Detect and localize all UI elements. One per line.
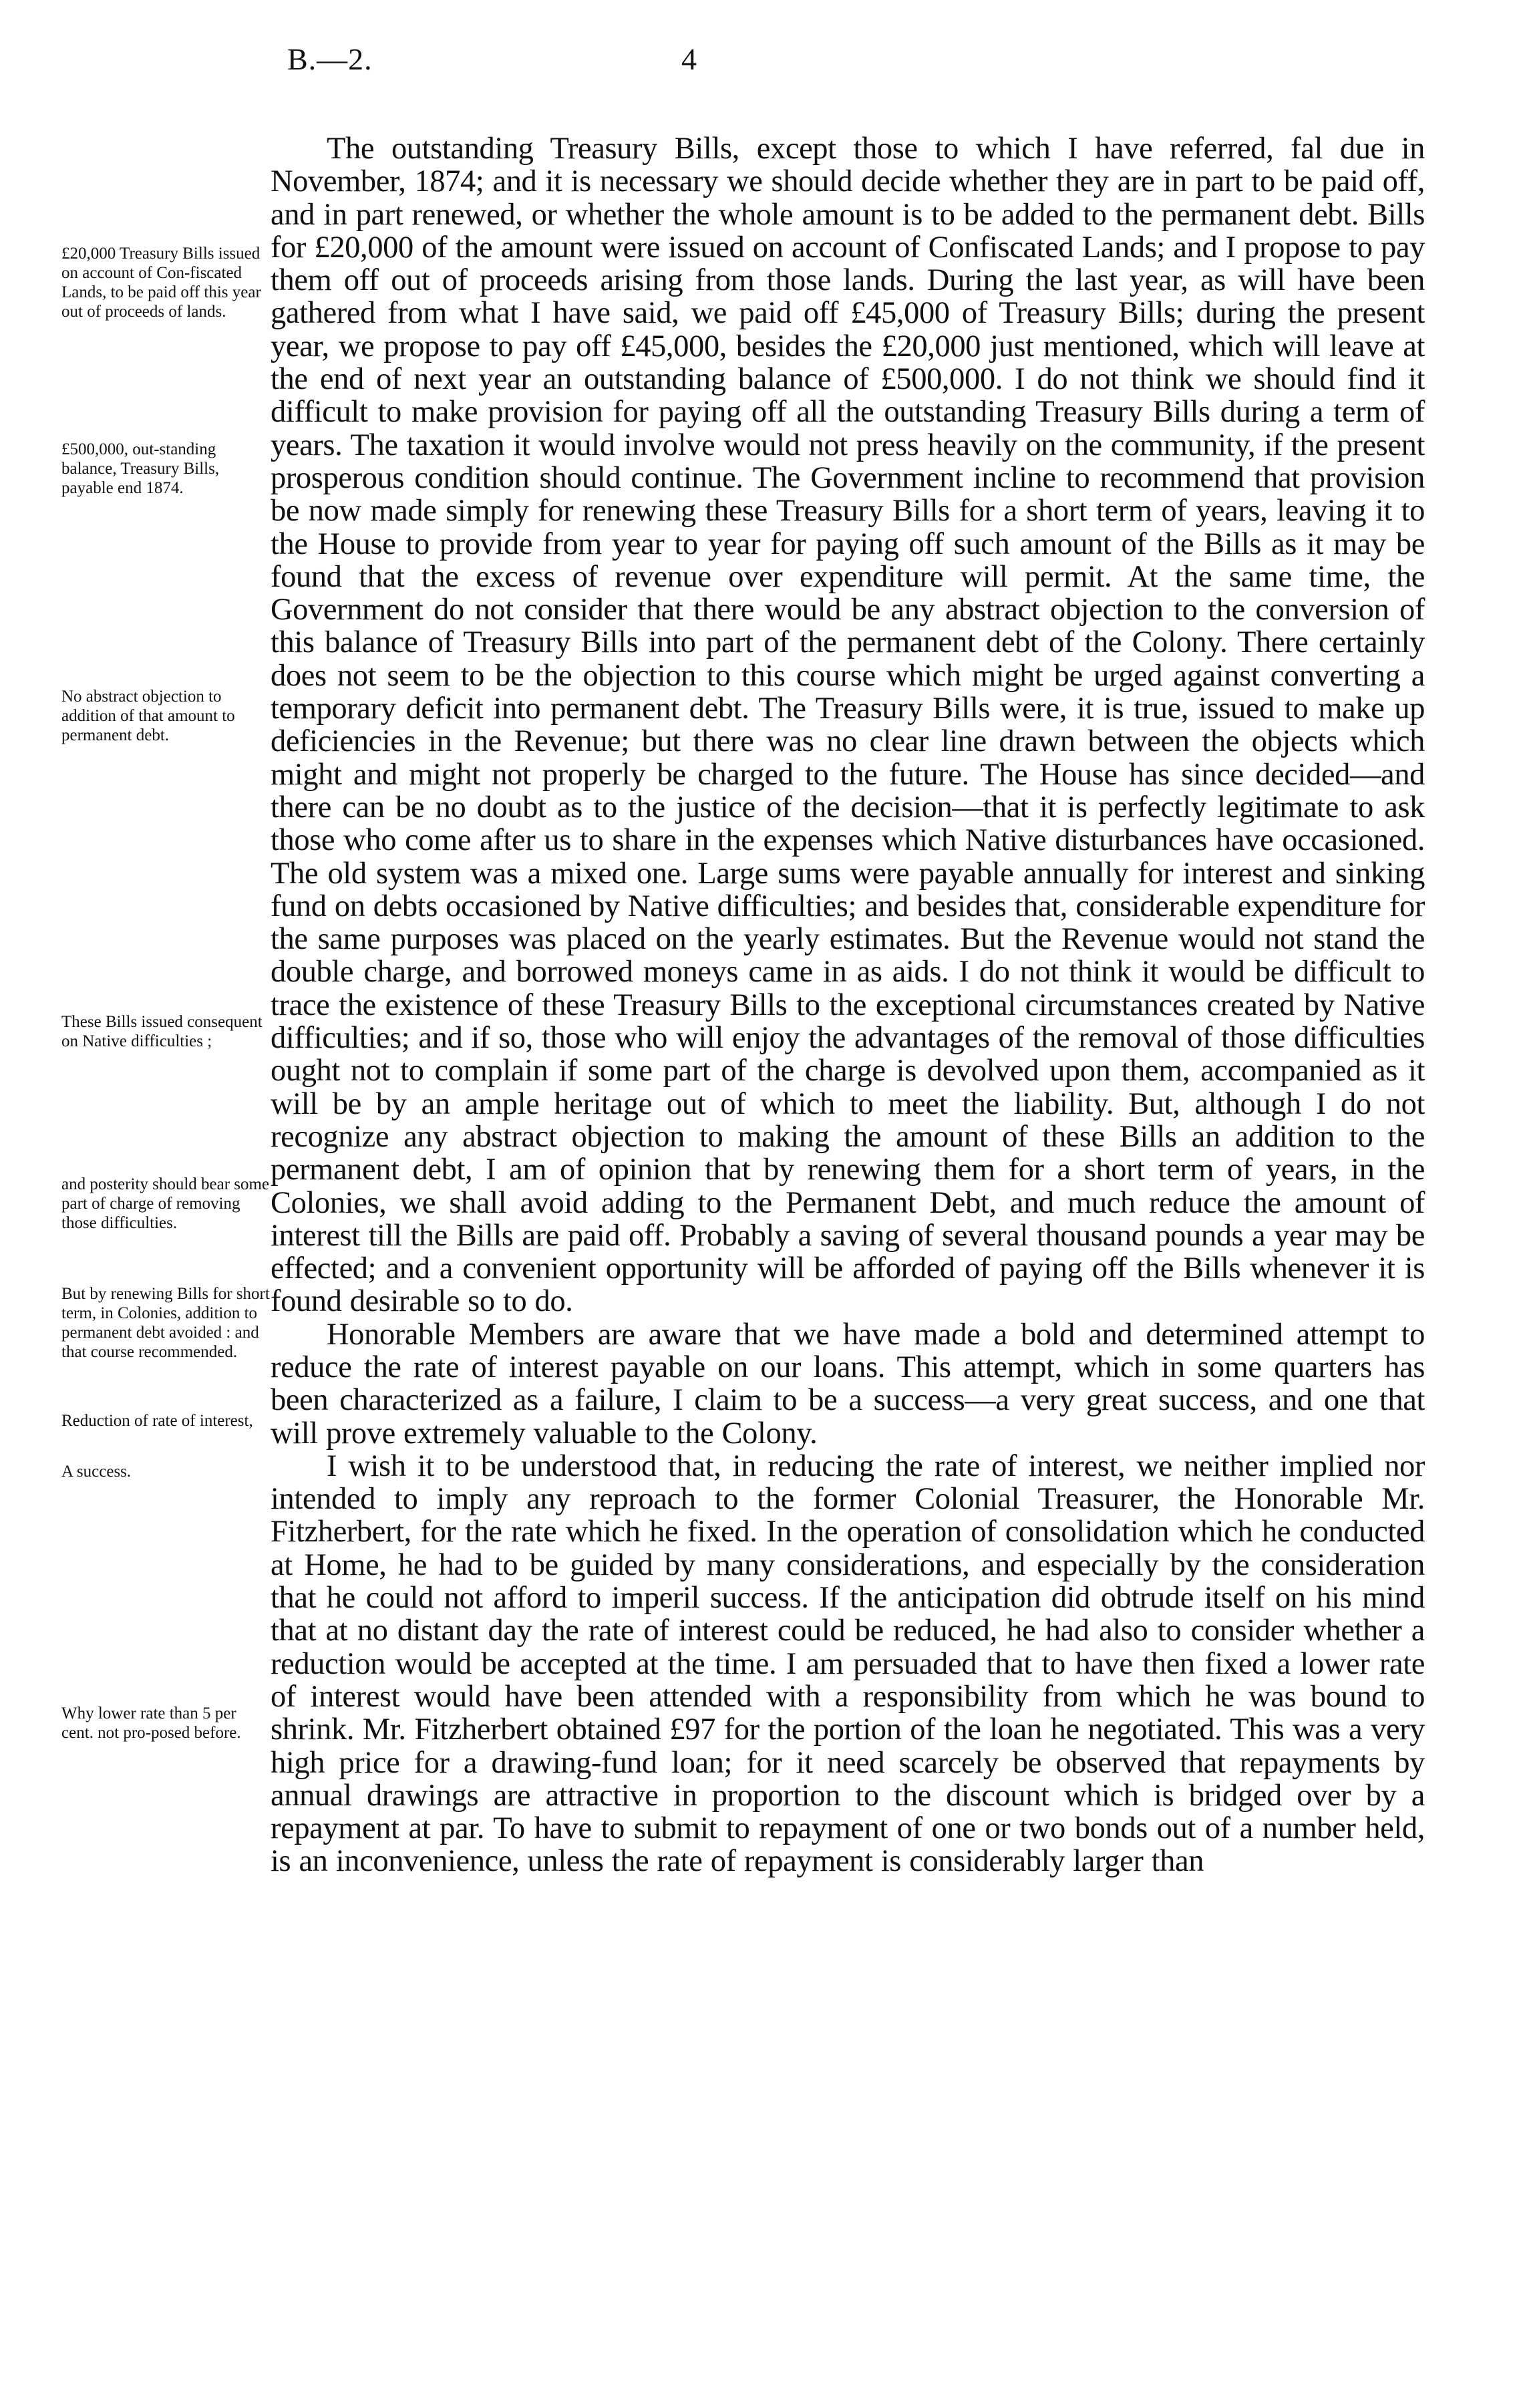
margin-note: But by renewing Bills for short term, in Colonies, addition to permanent debt avoided : and that course recommended.: [61, 1285, 270, 1361]
margin-note: Why lower rate than 5 per cent. not pro-posed before.: [61, 1704, 241, 1742]
paragraph: Honorable Members are aware that we have made a bold and determined attempt to reduce the rate of interest payable on our loans. This attempt, which in some quarters has been characterized as a failure, I claim to be a success—a very great success, and one that will prove extremely valuable to the Colony.: [271, 1317, 1425, 1451]
document-reference: B.—2.: [287, 42, 373, 76]
margin-note: and posterity should bear some part of charge of removing those difficulties.: [61, 1175, 270, 1232]
page-number: 4: [681, 42, 697, 76]
margin-note: These Bills issued consequent on Native difficulties ;: [61, 1013, 263, 1050]
page-header: [0, 41, 1515, 82]
margin-note: £500,000, out-standing balance, Treasury Bills, payable end 1874.: [61, 440, 220, 497]
margin-note: Reduction of rate of interest,: [61, 1412, 253, 1430]
margin-note: £20,000 Treasury Bills issued on account of Con-fiscated Lands, to be paid off this year out of proceeds of lands.: [61, 245, 261, 321]
main-text: [271, 132, 1425, 1878]
margin-note: A success.: [61, 1463, 132, 1481]
paragraph: The outstanding Treasury Bills, except those to which I have referred, fal due in November, 1874; and it is necessary we should decide whether they are in part to be paid off, and in part renewed, or whether the whole amount is to be added to the permanent debt. Bills for £20,000 of the amount were issued on account of Confiscated Lands; and I propose to pay them off out of proceeds arising from those lands. During the last year, as will have been gathered from what I have said, we paid off £45,000 of Treasury Bills; during the present year, we propose to pay off £45,000, besides the £20,000 just mentioned, which will leave at the end of next year an outstanding balance of £500,000. I do not think we should find it difficult to make provision for paying off all the outstanding Treasury Bills during a term of years. The taxation it would involve would not press heavily on the community, if the present prosperous condition should continue. The Government incline to recommend that provision be now made simply for renewing these Treasury Bills for a short term of years, leaving it to the House to provide from year to year for paying off such amount of the Bills as it may be found that the excess of revenue over expenditure will permit. At the same time, the Government do not consider that there would be any abstract objection to the conversion of this balance of Treasury Bills into part of the permanent debt of the Colony. There certainly does not seem to be the objection to this course which might be urged against converting a temporary deficit into permanent debt. The Treasury Bills were, it is true, issued to make up deficiencies in the Revenue; but there was no clear line drawn between the objects which might and might not properly be charged to the future. The House has since decided—and there can be no doubt as to the justice of the decision—that it is perfectly legitimate to ask those who come after us to share in the expenses which Native disturbances have occasioned. The old system was a mixed one. Large sums were payable annually for interest and sinking fund on debts occasioned by Native difficulties; and besides that, considerable expenditure for the same purposes was placed on the yearly estimates. But the Revenue would not stand the double charge, and borrowed moneys came in as aids. I do not think it would be difficult to trace the existence of these Treasury Bills to the exceptional circumstances created by Native difficulties; and if so, those who will enjoy the advantages of the removal of those difficulties ought not to complain if some part of the charge is devolved upon them, accompanied as it will be by an ample heritage out of which to meet the liability. But, although I do not recognize any abstract objection to making the amount of these Bills an addition to the permanent debt, I am of opinion that by renewing them for a short term of years, in the Colonies, we shall avoid adding to the Permanent Debt, and much reduce the amount of interest till the Bills are paid off. Probably a saving of several thousand pounds a year may be effected; and a convenient opportunity will be afforded of paying off the Bills whenever it is found desirable so to do.: [271, 132, 1425, 1319]
paragraph: I wish it to be understood that, in reducing the rate of interest, we neither implied nor intended to imply any reproach to the former Colonial Treasurer, the Honorable Mr. Fitzherbert, for the rate which he fixed. In the operation of consolidation which he conducted at Home, he had to be guided by many considerations, and especially by the consideration that he could not afford to imperil success. If the anticipation did obtrude itself on his mind that at no distant day the rate of interest could be reduced, he had also to consider whether a reduction would be accepted at the time. I am persuaded that to have then fixed a lower rate of interest would have been attended with a responsibility from which he was bound to shrink. Mr. Fitzherbert obtained £97 for the portion of the loan he negotiated. This was a very high price for a drawing-fund loan; for it need scarcely be observed that repayments by annual drawings are attractive in proportion to the discount which is bridged over by a repayment at par. To have to submit to repayment of one or two bonds out of a number held, is an inconvenience, unless the rate of repayment is considerably larger than: [271, 1449, 1425, 1879]
margin-note: No abstract objection to addition of that amount to permanent debt.: [61, 688, 235, 744]
